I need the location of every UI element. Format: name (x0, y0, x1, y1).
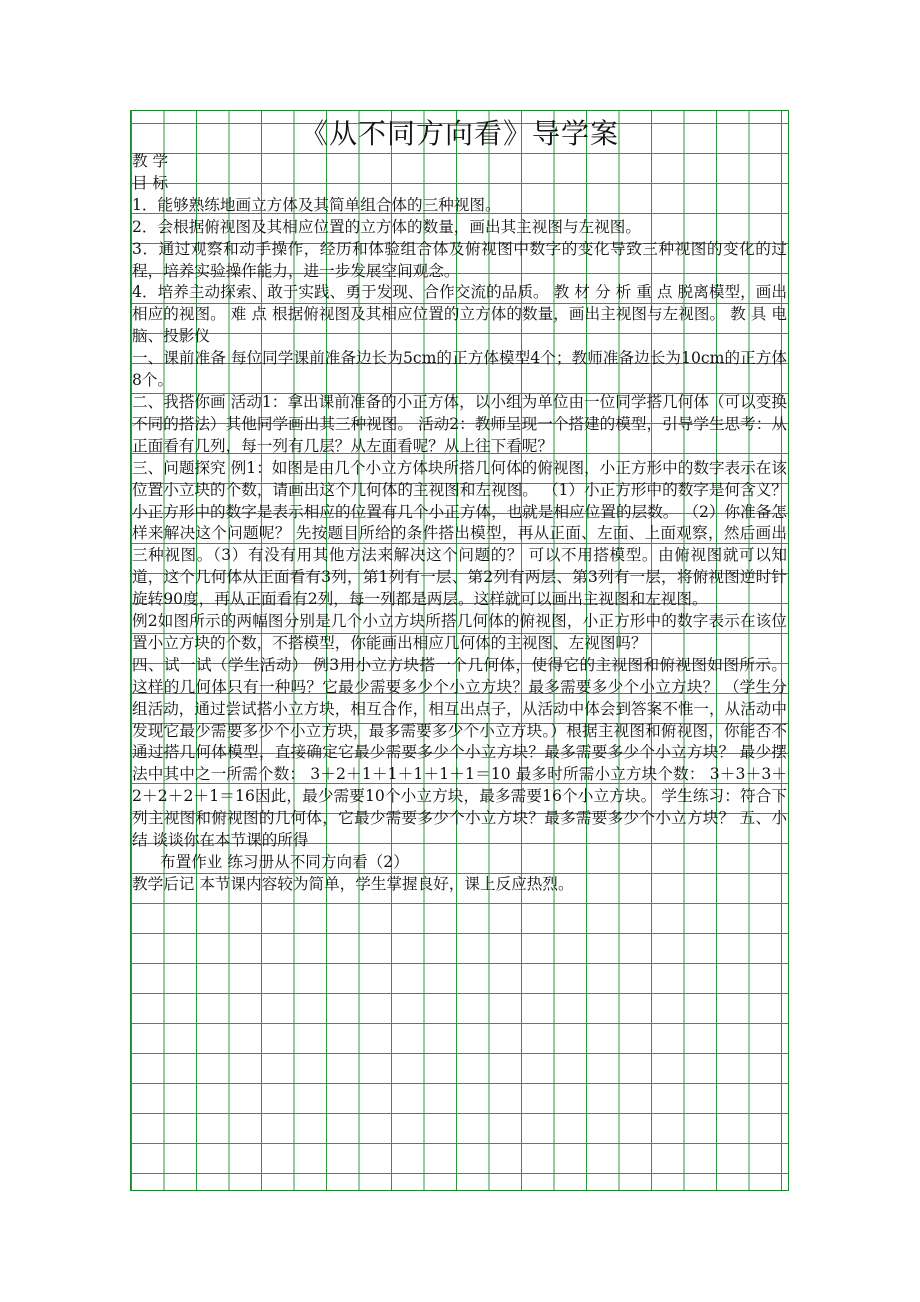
goal-item-2: 2．会根据俯视图及其相应位置的立方体的数量，画出其主视图与左视图。 (132, 217, 641, 236)
goal-item-3: 3．通过观察和动手操作，经历和体验组合体及俯视图中数字的变化导致三种视图的变化的过程，培养实验操作能力，进一步发展空间观念。 (132, 239, 787, 280)
section-preparation: 一、课前准备 每位同学课前准备边长为5cm的正方体模型4个；教师准备边长为10cm的正方体8个。 (132, 349, 787, 390)
section-exploration: 三、问题探究 例1：如图是由几个小立方体块所搭几何体的俯视图，小正方形中的数字表示在该位置小立块的个数，请画出这个几何体的主视图和左视图。 （1）小正方形中的数字是何含义？ 小正方形中的数字是表示相应的位置有几个小正方体，也就是相应位置的层数。 （2）你准备怎样来解决这个问题呢？ 先按题目所给的条件搭出模型，再从正面、左面、上面观察，然后画出三种视图。（3）有没有用其他方法来解决这个问题的？ 可以不用搭模型。由俯视图就可以知道，这个几何体从正面看有3列，第1列有一层、第2列有两层、第3列有一层，将俯视图逆时针旋转90度，再从正面看有2列，每一列都是两层。这样就可以画出主视图和左视图。 (132, 458, 787, 609)
goal-item-4: 4．培养主动探索、敢于实践、勇于发现、合作交流的品质。 教 材 分 析 重 点 脱离模型，画出相应的视图。 难 点 根据俯视图及其相应位置的立方体的数量，画出主视图与左视图。 教 具 电脑、投影仪 (132, 283, 787, 346)
section-label-teaching: 教 学 (132, 152, 169, 170)
homework: 布置作业 练习册从不同方向看（2） (160, 853, 409, 871)
section-try: 四、试一试（学生活动） 例3用小立方块搭一个几何体，使得它的主视图和俯视图如图所示。 这样的几何体只有一种吗？它最少需要多少个小立方块？最多需要多少个小立方块？ （学生分组活动，通过尝试搭小立方块，相互合作，相互出点子，从活动中体会到答案不惟一，从活动中发现它最少需要多少个小立方块，最多需要多少个小立方块。）根据主视图和俯视图，你能否不通过搭几何体模型，直接确定它最少需要多少个小立方块？最多需要多少个小立方块？ 最少摆法中其中之一所需个数： 3＋2＋1＋1＋1＋1＋1＝10 最多时所需小立方块个数： 3＋3＋3＋2＋2＋2＋1＝16因此，最少需要10个小立方块，最多需要16个小立方块。 学生练习：符合下列主视图和俯视图的几何体，它最少需要多少个小立方块？最多需要多少个小立方块？ 五、小结 谈谈你在本节课的所得 (132, 655, 787, 850)
section-label-goals: 目 标 (132, 173, 169, 192)
section-activity: 二、我搭你画 活动1：拿出课前准备的小正方体，以小组为单位由一位同学搭几何体（可以变换不同的搭法）其他同学画出其三种视图。 活动2：教师呈现一个搭建的模型，引导学生思考：从正面看有几列，每一列有几层？从左面看呢？从上往下看呢？ (132, 392, 787, 455)
lesson-plan-body (132, 151, 787, 896)
goal-item-1: 1．能够熟练地画立方体及其简单组合体的三种视图。 (132, 195, 501, 214)
page-title: 《从不同方向看》导学案 (299, 117, 619, 150)
example-2: 例2如图所示的两幅图分别是几个小立方块所搭几何体的俯视图，小正方形中的数字表示在该位置小立方块的个数，不搭模型，你能画出相应几何体的主视图、左视图吗？ (132, 612, 787, 652)
teaching-notes: 教学后记 本节课内容较为简单，学生掌握良好，课上反应热烈。 (132, 874, 574, 893)
